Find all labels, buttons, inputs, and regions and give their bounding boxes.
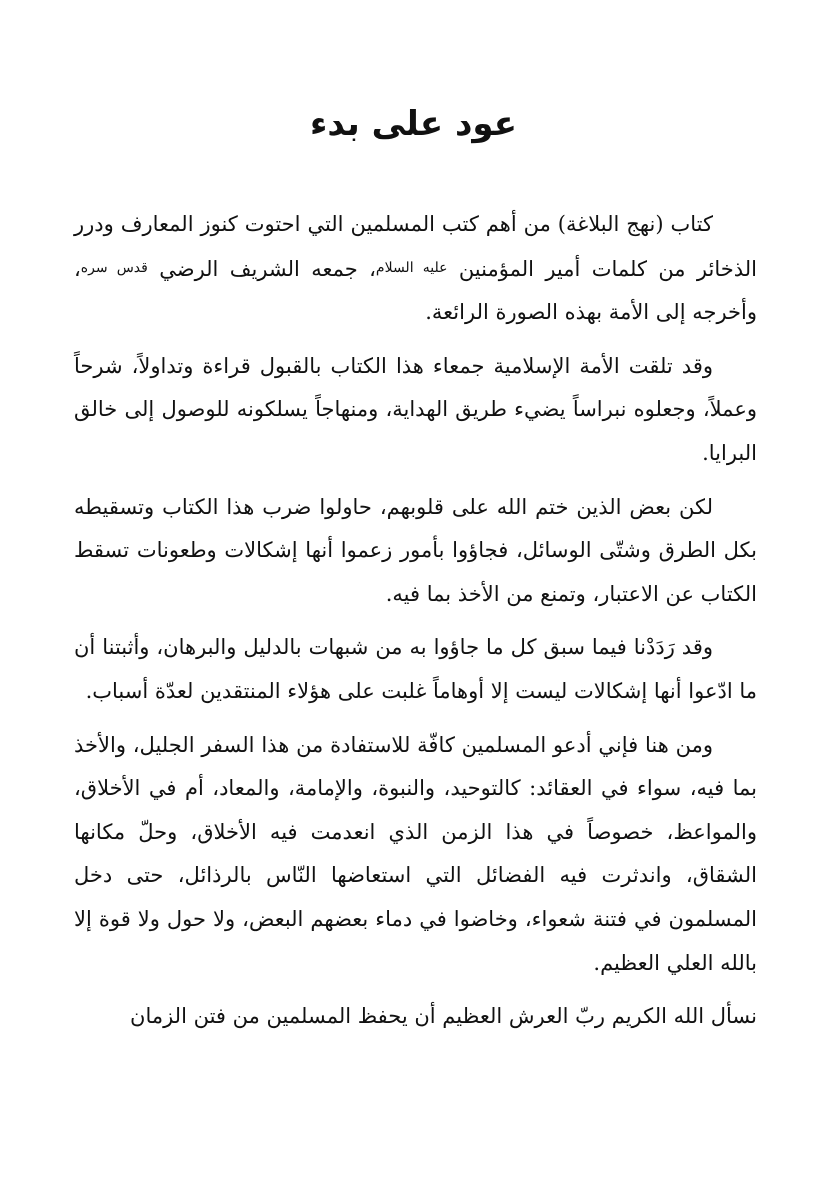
paragraph-1-text-part-2: ، جمعه الشريف الرضي — [147, 256, 376, 281]
paragraph-3: لكن بعض الذين ختم الله على قلوبهم، حاولوا ضرب هذا الكتاب وتسقيطه بكل الطرق وشتّى الوسائل، فجاؤوا بأمور زعموا أنها إشكالات وطعونات تسقط الكتاب عن الاعتبار، وتمنع من الأخذ بما فيه. — [74, 494, 757, 606]
page-title: عود على بدء — [310, 104, 517, 144]
honorific-symbol-sanctified: قدس سره — [80, 259, 148, 276]
body-text — [74, 203, 757, 1049]
paragraph-5: ومن هنا فإني أدعو المسلمين كافّة للاستفادة من هذا السفر الجليل، والأخذ بما فيه، سواء في العقائد: كالتوحيد، والنبوة، والإمامة، والمعاد، أم في الأخلاق، والمواعظ، خصوصاً في هذا الزمن الذي انعدمت فيه الأخلاق، وحلّ مكانها الشقاق، واندثرت فيه الفضائل التي استعاضها النّاس بالرذائل، حتى دخل المسلمون في فتنة شعواء، وخاضوا في دماء بعضهم البعض، ولا حول ولا قوة إلا بالله العلي العظيم. — [74, 732, 757, 975]
paragraph-4: وقد رَدَدْنا فيما سبق كل ما جاؤوا به من شبهات بالدليل والبرهان، وأثبتنا أن ما ادّعوا أنها إشكالات ليست إلا أوهاماً غلبت على هؤلاء المنتقدين لعدّة أسباب. — [74, 635, 757, 703]
paragraph-1 — [74, 203, 757, 335]
paragraph-2: وقد تلقت الأمة الإسلامية جمعاء هذا الكتاب بالقبول قراءة وتداولاً، شرحاً وعملاً، وجعلوه نبراساً يضيء طريق الهداية، ومنهاجاً يسلكونه للوصول إلى خالق البرايا. — [74, 353, 757, 465]
honorific-symbol-peace-upon-him: عليه السلام — [375, 259, 448, 276]
paragraph-1-text-part-1: كتاب (نهج البلاغة) من أهم كتب المسلمين التي احتوت كنوز المعارف ودرر الذخائر من كلمات أمير المؤمنين — [74, 212, 757, 281]
paragraph-1-text-part-3: ، وأخرجه إلى الأمة بهذه الصورة الرائعة. — [74, 256, 757, 325]
paragraph-6: نسأل الله الكريم ربّ العرش العظيم أن يحفظ المسلمين من فتن الزمان — [130, 1004, 757, 1029]
